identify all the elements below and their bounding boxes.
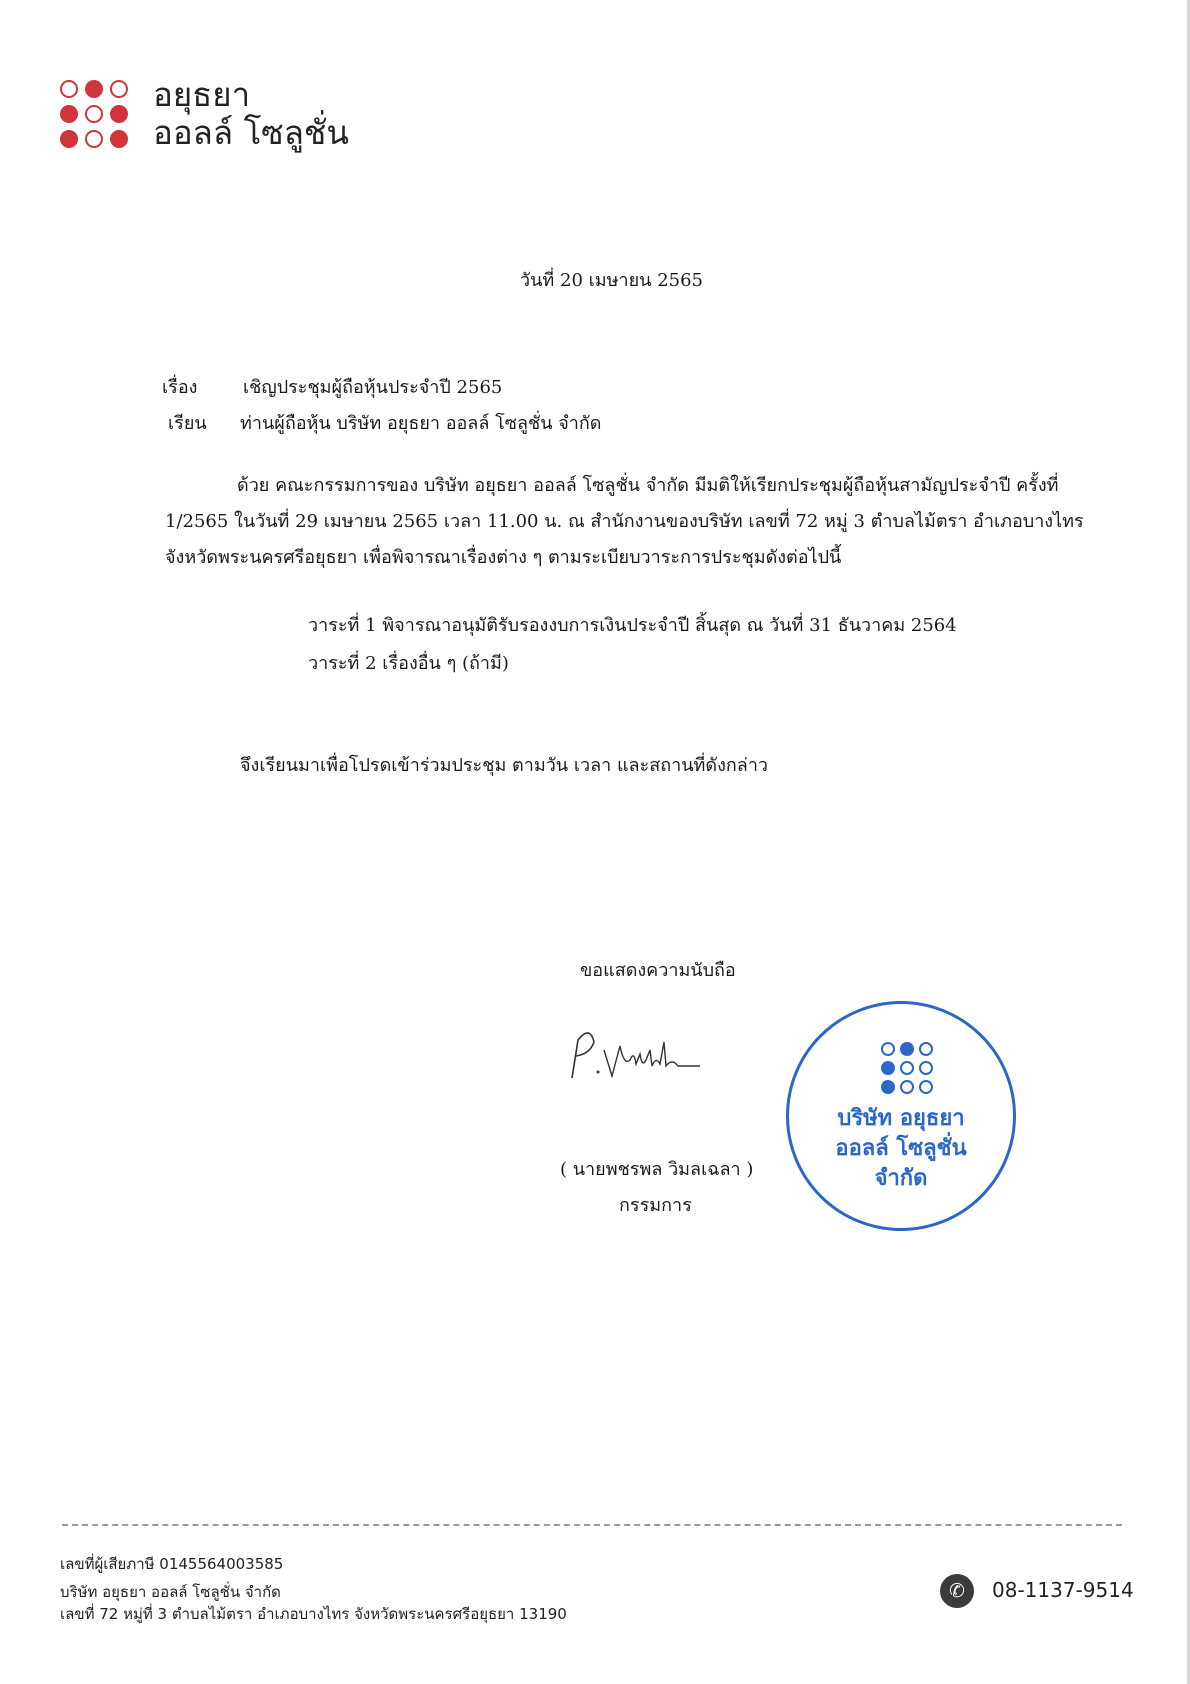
logo-line-1: อยุธยา [153,75,251,114]
signer-name: ( นายพชรพล วิมลเฉลา ) [560,1159,754,1180]
footer-tax-id: เลขที่ผู้เสียภาษี 0145564003585 [60,1555,284,1573]
seal-dots-icon [881,1042,933,1094]
company-logo [60,75,360,155]
footer-divider [62,1524,1122,1526]
subject-label: เรื่อง [162,377,198,398]
seal-line-1: บริษัท อยุธยา [837,1106,965,1131]
seal-line-3: จำกัด [874,1166,928,1191]
subject-text: เชิญประชุมผู้ถือหุ้นประจำปี 2565 [243,377,503,398]
seal-text [789,1104,1013,1194]
logo-line-2: ออลล์ โซลูชั่น [153,113,349,152]
footer-company: บริษัท อยุธยา ออลล์ โซลูชั่น จำกัด [60,1583,281,1601]
seal-line-2: ออลล์ โซลูชั่น [835,1136,967,1161]
handwritten-signature [560,1020,710,1090]
closing-sentence: จึงเรียนมาเพื่อโปรดเข้าร่วมประชุม ตามวัน เวลา และสถานที่ดังกล่าว [240,755,769,776]
letter-date: วันที่ 20 เมษายน 2565 [520,270,703,291]
phone-icon: ✆ [940,1574,974,1608]
signer-title: กรรมการ [619,1195,692,1216]
logo-wordmark [153,76,349,152]
letter-body: ด้วย คณะกรรมการของ บริษัท อยุธยา ออลล์ โซลูชั่น จำกัด มีมติให้เรียกประชุมผู้ถือหุ้นสามัญประจำปี ครั้งที่ 1/2565 ในวันที่ 29 เมษายน 2565 เวลา 11.00 น. ณ สำนักงานของบริษัท เลขที่ 72 หมู่ 3 ตำบลไม้ตรา อำเภอบางไทร จังหวัดพระนครศรีอยุธยา เพื่อพิจารณาเรื่องต่าง ๆ ตามระเบียบวาระการประชุมดังต่อไปนี้ [165,475,1084,568]
footer-address: เลขที่ 72 หมู่ที่ 3 ตำบลไม้ตรา อำเภอบางไทร จังหวัดพระนครศรีอยุธยา 13190 [60,1605,567,1623]
company-seal [786,1001,1016,1231]
agenda-item-2: วาระที่ 2 เรื่องอื่น ๆ (ถ้ามี) [308,653,509,674]
logo-dots-icon [60,80,128,148]
recipient-label: เรียน [168,413,207,434]
recipient-text: ท่านผู้ถือหุ้น บริษัท อยุธยา ออลล์ โซลูชั่น จำกัด [240,413,602,434]
regards-line: ขอแสดงความนับถือ [580,960,736,981]
agenda-item-1: วาระที่ 1 พิจารณาอนุมัติรับรองงบการเงินประจำปี สิ้นสุด ณ วันที่ 31 ธันวาคม 2564 [308,615,957,636]
footer-phone: 08-1137-9514 [992,1578,1134,1602]
